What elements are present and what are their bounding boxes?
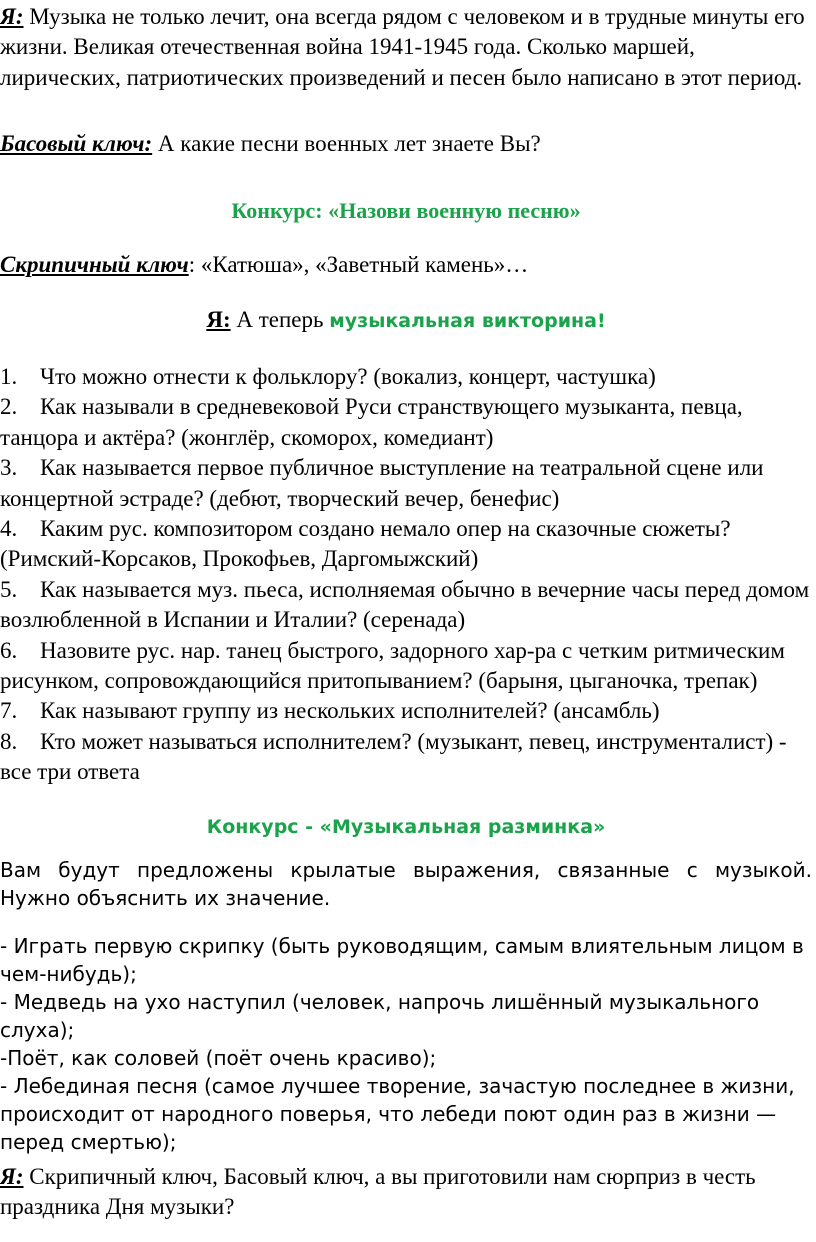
contest-title-warmup: Конкурс - «Музыкальная разминка» [206,816,606,838]
speaker-label: Я: [0,1164,24,1189]
quiz-intro-highlight: музыкальная викторина! [329,310,606,332]
quiz-intro [0,305,812,336]
violin-answer-text: : «Катюша», «Заветный камень»… [188,252,529,277]
list-item: 6. Назовите рус. нар. танец быстрого, задорного хар-ра с четким ритмическим рисунком, сопровождающийся притопыванием? (барыня, цыганочка, трепак) [0,637,785,694]
list-item: 1. Что можно отнести к фольклору? (вокализ, концерт, частушка) [0,364,656,389]
list-item: - Играть первую скрипку (быть руководящим, самым влиятельным лицом в чем-нибудь); [0,934,804,986]
list-item: 2. Как называли в средневековой Руси странствующего музыканта, певца, танцора и актёра? (жонглёр, скоморох, комедиант) [0,394,743,450]
list-item: 3. Как называется первое публичное выступление на театральной сцене или концертной эстраде? (дебют, творческий вечер, бенефис) [0,455,764,511]
speaker-label: Басовый ключ: [0,131,153,156]
list-item: 5. Как называется муз. пьеса, исполняемая обычно в вечерние часы перед домом возлюбленной в Испании и Италии? (серенада) [0,576,810,633]
speaker-label: Я: [206,307,231,332]
list-item: 7. Как называют группу из нескольких исполнителей? (ансамбль) [0,698,660,724]
closing-paragraph [0,1162,812,1223]
bass-question-text: А какие песни военных лет знаете Вы? [152,131,541,156]
violin-clef-answer [0,250,812,280]
bass-clef-question [0,129,812,159]
phrase-list [0,932,812,1156]
quiz-list [0,362,812,788]
quiz-intro-text: А теперь [230,307,330,332]
contest-title-war-song: Конкурс: «Назови военную песню» [231,198,581,223]
list-item: -Поёт, как соловей (поёт очень красиво); [0,1046,437,1070]
intro-paragraph [0,2,812,93]
intro-text: Музыка не только лечит, она всегда рядом с человеком и в трудные минуты его жизни. Великая отечественная война 1941-1945 года. Сколько маршей, лирических, патриотических произведений и песен было написано в этот период. [0,4,805,90]
list-item: 8. Кто может называться исполнителем? (музыкант, певец, инструменталист) - все три ответа [0,728,787,785]
list-item: - Медведь на ухо наступил (человек, напрочь лишённый музыкального слуха); [0,990,760,1042]
speaker-label: Я: [0,4,24,29]
warmup-intro: Вам будут предложены крылатые выражения, связанные с музыкой. Нужно объяснить их значение. [0,858,812,910]
closing-text: Скрипичный ключ, Басовый ключ, а вы приготовили нам сюрприз в честь праздника Дня музыки? [0,1164,756,1220]
list-item: - Лебединая песня (самое лучшее творение, зачастую последнее в жизни, происходит от народного поверья, что лебеди поют один раз в жизни — перед смертью); [0,1074,795,1154]
list-item: 4. Каким рус. композитором создано немало опер на сказочные сюжеты? (Римский-Корсаков, Прокофьев, Даргомыжский) [0,516,731,572]
speaker-label: Скрипичный ключ [0,252,189,277]
